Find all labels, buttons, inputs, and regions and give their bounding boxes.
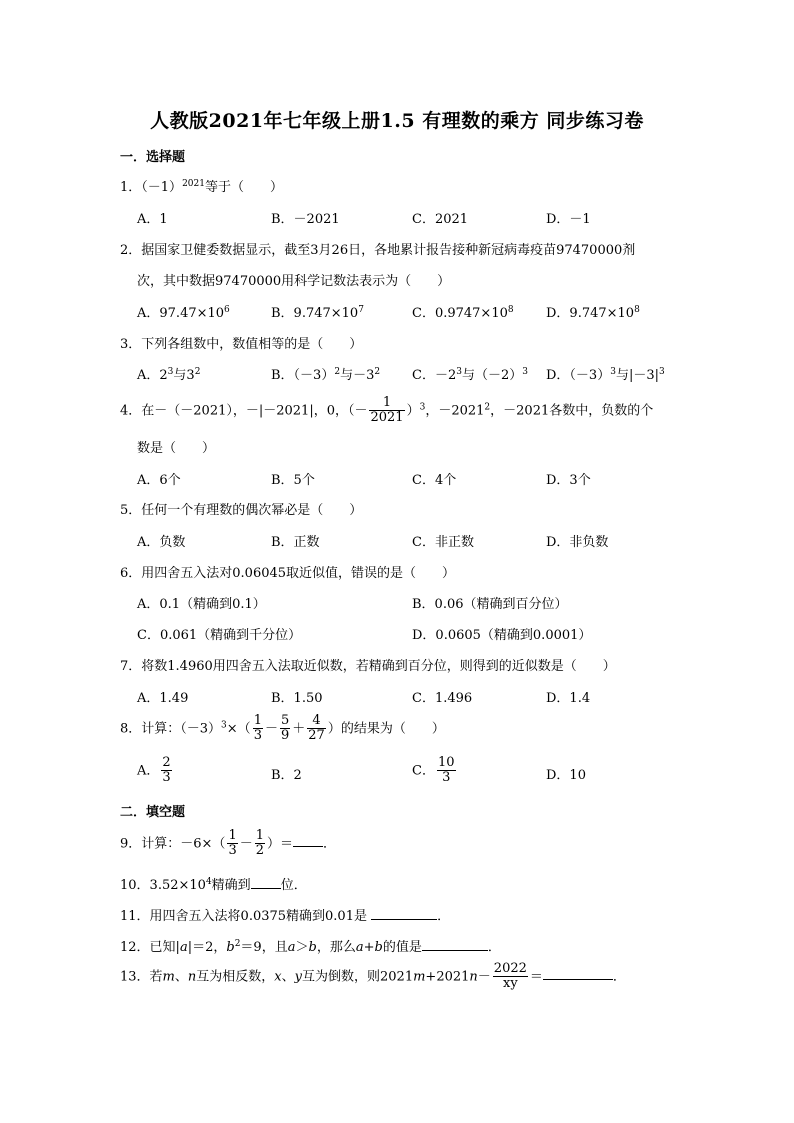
fraction: $\frac{1}{3}$ xyxy=(253,713,262,744)
question-4-line2: 数是（ ） xyxy=(137,441,216,456)
question-8-options xyxy=(137,756,697,790)
option-b: B．0.06（精确到百分位） xyxy=(412,597,568,612)
question-11: 11．用四舍五入法将0.0375精确到0.01是 ． xyxy=(120,909,451,924)
option-d: D．$9.747\times 10^8$ xyxy=(546,305,640,321)
question-7-options xyxy=(137,687,697,707)
fraction: $\frac{5}{9}$ xyxy=(280,713,290,744)
option-a: A．1.49 xyxy=(137,691,189,706)
option-a: A．负数 xyxy=(137,535,186,550)
question-2: 2．据国家卫健委数据显示，截至3月26日，各地累计报告接种新冠病毒疫苗97470000剂 xyxy=(120,243,636,258)
option-d: D．－1 xyxy=(546,212,591,227)
section-choice-heading: 一．选择题 xyxy=(120,150,186,165)
option-d: D．$(-3)^3$与$|-3|^3$ xyxy=(546,367,665,383)
option-c: C． $\frac{10}{3}$ xyxy=(412,755,455,786)
fraction: $\frac{1}{2021}$ xyxy=(370,395,404,426)
question-4: 4．在－（－2021），－|－2021|，0，（－ $\frac{1}{2021}$ ）$^3$，$-2021^2$，－2021各数中，负数的个 xyxy=(120,395,654,426)
question-12: 12．已知|a|＝2，$b^2=9$，且a＞b，那么a+b的值是 ． xyxy=(120,939,501,955)
fraction: $\frac{2}{3}$ xyxy=(162,755,171,786)
option-d: D．非负数 xyxy=(546,535,609,550)
option-c: C．2021 xyxy=(412,212,469,227)
question-3: 3．下列各组数中，数值相等的是（ ） xyxy=(120,337,363,352)
option-d: D．10 xyxy=(546,768,586,783)
option-c: C．4个 xyxy=(412,473,457,488)
question-8: 8．计算：$(-3)^3\times$（ $\frac{1}{3}$ － $\frac{5}{9}$ ＋ $\frac{4}{27}$ ）的结果为（ ） xyxy=(120,713,445,744)
question-2-line2: 次，其中数据97470000用科学记数法表示为（ ） xyxy=(137,274,451,289)
option-b: B．5个 xyxy=(271,473,315,488)
question-6-options-row2 xyxy=(137,624,697,644)
question-6: 6．用四舍五入法对0.06045取近似值，错误的是（ ） xyxy=(120,566,456,581)
option-c: C．0.061（精确到千分位） xyxy=(137,628,302,643)
question-6-options-row1 xyxy=(137,593,697,613)
option-a: A． $\frac{2}{3}$ xyxy=(137,755,171,786)
answer-blank[interactable] xyxy=(543,967,613,980)
option-a: A．6个 xyxy=(137,473,181,488)
answer-blank[interactable] xyxy=(371,907,437,920)
question-10: 10．$3.52\times 10^4$精确到 位． xyxy=(120,877,307,893)
answer-blank[interactable] xyxy=(293,834,323,847)
option-a: A．0.1（精确到0.1） xyxy=(137,597,266,612)
option-a: A．1 xyxy=(137,212,168,227)
section-fill-heading: 二．填空题 xyxy=(120,805,186,820)
question-5: 5．任何一个有理数的偶次幂必是（ ） xyxy=(120,503,363,518)
option-d: D．3个 xyxy=(546,473,591,488)
question-13: 13．若m、n互为相反数，x、y互为倒数，则2021m+2021n－ $\frac{2022}{xy}$ ＝ ． xyxy=(120,961,626,992)
fraction: $\frac{2022}{xy}$ xyxy=(493,961,527,992)
option-c: C．$-2^3$与$(-2)^3$ xyxy=(412,367,528,383)
question-3-options xyxy=(137,364,697,384)
question-1-options xyxy=(137,208,697,228)
option-b: B．－2021 xyxy=(271,212,340,227)
option-b: B．$9.747\times 10^7$ xyxy=(271,305,364,321)
fraction: $\frac{1}{2}$ xyxy=(255,828,265,859)
option-b: B．2 xyxy=(271,768,302,783)
answer-blank[interactable] xyxy=(422,938,488,951)
option-c: C．1.496 xyxy=(412,691,473,706)
option-a: A．$2^3$与$3^2$ xyxy=(137,367,201,383)
option-d: D．0.0605（精确到0.0001） xyxy=(412,628,592,643)
option-b: B．正数 xyxy=(271,535,320,550)
option-b: B．1.50 xyxy=(271,691,323,706)
question-7: 7．将数1.4960用四舍五入法取近似数，若精确到百分位，则得到的近似数是（ ） xyxy=(120,659,616,674)
option-a: A．$97.47\times 10^6$ xyxy=(137,305,230,321)
question-1: 1．$(-1)^{2021}$等于（ ） xyxy=(120,179,283,195)
answer-blank[interactable] xyxy=(251,876,281,889)
question-5-options xyxy=(137,531,697,551)
fraction: $\frac{1}{3}$ xyxy=(228,828,237,859)
question-9: 9．计算：－6×（ $\frac{1}{3}$ － $\frac{1}{2}$ ）＝ ． xyxy=(120,828,337,859)
fraction: $\frac{4}{27}$ xyxy=(308,713,325,744)
question-2-options xyxy=(137,302,697,322)
page-title: 人教版2021年七年级上册1.5 有理数的乘方 同步练习卷 xyxy=(150,110,644,132)
option-c: C．非正数 xyxy=(412,535,474,550)
option-c: C．$0.9747\times 10^8$ xyxy=(412,305,514,321)
question-4-options xyxy=(137,469,697,489)
option-b: B．$(-3)^2$与$-3^2$ xyxy=(271,367,381,383)
option-d: D．1.4 xyxy=(546,691,591,706)
fraction: $\frac{10}{3}$ xyxy=(437,755,455,786)
